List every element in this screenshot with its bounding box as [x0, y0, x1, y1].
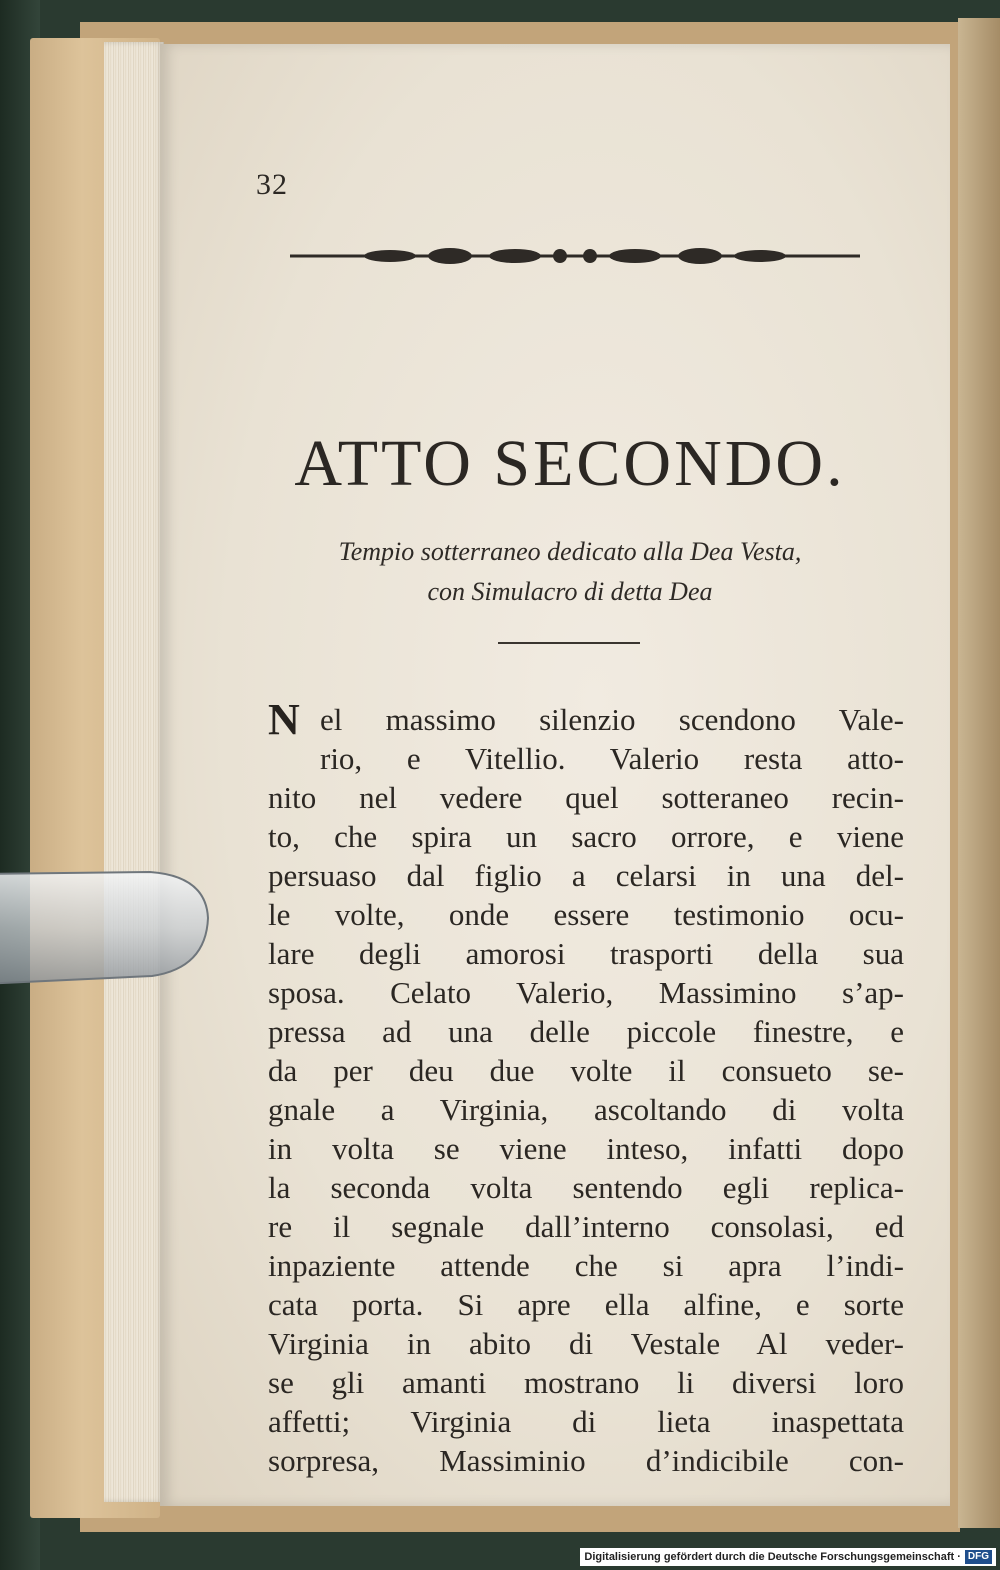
- digitization-credit: [580, 1548, 996, 1566]
- subtitle-line: Tempio sotterraneo dedicato alla Dea Vesta,: [338, 537, 802, 566]
- text-line: se gli amanti mostrano li diversi loro: [268, 1365, 904, 1400]
- subtitle-line: con Simulacro di detta Dea: [427, 577, 713, 606]
- text-line: pressa ad una delle piccole finestre, e: [268, 1014, 904, 1049]
- text-line: da per deu due volte il consueto se-: [268, 1053, 904, 1088]
- text-line: in volta se viene inteso, infatti dopo: [268, 1131, 904, 1166]
- short-rule: [498, 642, 640, 644]
- text-line: sposa. Celato Valerio, Massimino s’ap-: [268, 975, 904, 1010]
- text-line: sorpresa, Massiminio d’indicibile con-: [268, 1443, 904, 1478]
- text-line: nito nel vedere quel sotteraneo recin-: [268, 780, 904, 815]
- facing-page-edge: [958, 18, 1000, 1528]
- dfg-logo: DFG: [965, 1550, 992, 1564]
- text-line: gnale a Virginia, ascoltando di volta: [268, 1092, 904, 1127]
- text-line: le volte, onde essere testimonio ocu-: [268, 897, 904, 932]
- page-edges: [104, 42, 164, 1502]
- text-line: cata porta. Si apre ella alfine, e sorte: [268, 1287, 904, 1322]
- text-line: el massimo silenzio scendono Vale-: [320, 702, 904, 737]
- chapter-title: ATTO SECONDO.: [294, 427, 846, 500]
- page-holder-spatula: [0, 868, 212, 986]
- credit-text: Digitalisierung gefördert durch die Deutsche Forschungsgemeinschaft ·: [584, 1551, 961, 1563]
- body-paragraph: [268, 695, 904, 1480]
- text-line: re il segnale dall’interno consolasi, ed: [268, 1209, 904, 1244]
- ornamental-divider: [290, 244, 860, 268]
- text-line: rio, e Vitellio. Valerio resta atto-: [320, 741, 904, 776]
- text-line: persuaso dal figlio a celarsi in una del-: [268, 858, 904, 893]
- text-line: inpaziente attende che si apra l’indi-: [268, 1248, 904, 1283]
- text-line: Virginia in abito di Vestale Al veder-: [268, 1326, 904, 1361]
- text-line: to, che spira un sacro orrore, e viene: [268, 819, 904, 854]
- text-line: la seconda volta sentendo egli replica-: [268, 1170, 904, 1205]
- text-line: affetti; Virginia di lieta inaspettata: [268, 1404, 904, 1439]
- scene-description: [250, 532, 890, 612]
- drop-cap: N: [268, 695, 300, 744]
- page-number: 32: [256, 168, 288, 201]
- text-line: lare degli amorosi trasporti della sua: [268, 936, 904, 971]
